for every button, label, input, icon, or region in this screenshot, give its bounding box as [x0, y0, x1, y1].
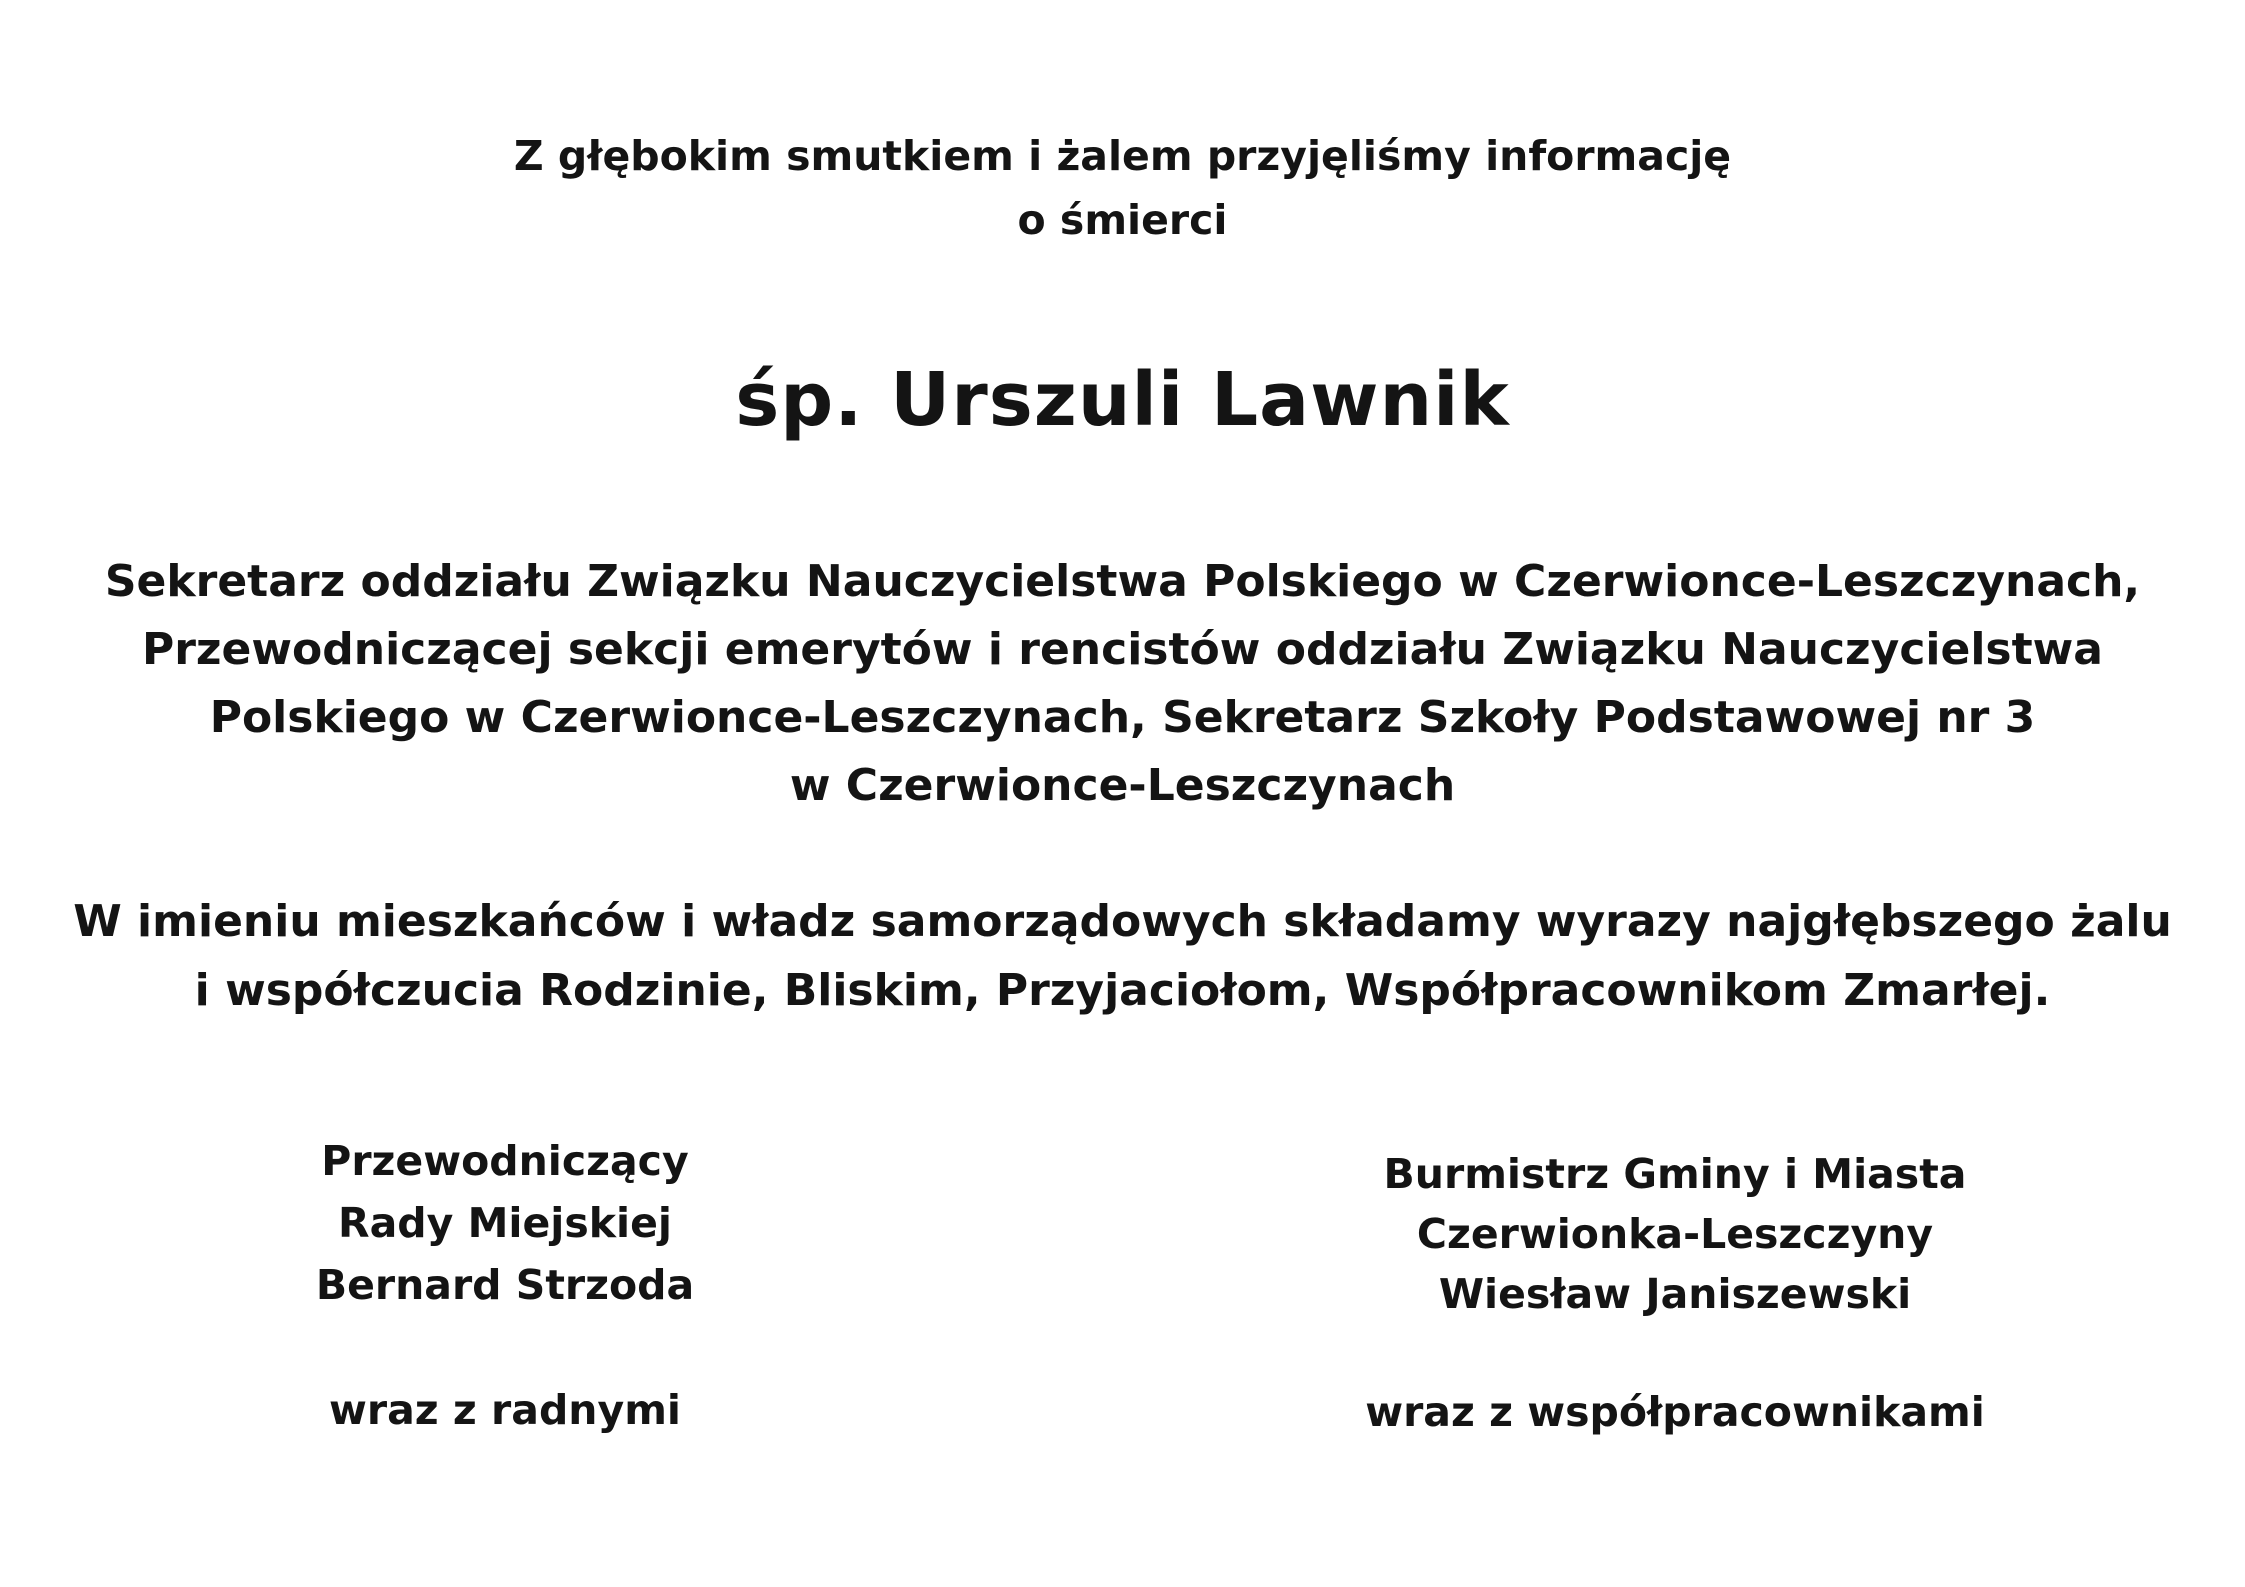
roles-line-2: Przewodniczącej sekcji emerytów i rencistów oddziału Związku Nauczycielstwa	[141, 624, 2103, 675]
roles-line-4: w Czerwionce-Leszczynach	[789, 760, 1456, 811]
condolences-line-2: i współczucia Rodzinie, Bliskim, Przyjaciołom, Współpracownikom Zmarłej.	[194, 965, 2051, 1016]
condolences-line-1: W imieniu mieszkańców i władz samorządowych składamy wyrazy najgłębszego żalu	[73, 896, 2172, 947]
signature-right-title-1: Burmistrz Gminy i Miasta	[1383, 1150, 1967, 1198]
signature-right-with: wraz z współpracownikami	[1365, 1388, 1985, 1436]
roles-line-1: Sekretarz oddziału Związku Nauczycielstwa Polskiego w Czerwionce-Leszczynach,	[104, 556, 2141, 607]
roles-line-3: Polskiego w Czerwionce-Leszczynach, Sekretarz Szkoły Podstawowej nr 3	[209, 692, 2036, 743]
intro-line-1: Z głębokim smutkiem i żalem przyjęliśmy informację	[513, 132, 1732, 180]
signature-left-title-1: Przewodniczący	[321, 1137, 689, 1185]
intro-line-2: o śmierci	[1017, 196, 1228, 244]
signature-left-title-2: Rady Miejskiej	[338, 1199, 672, 1247]
deceased-name: śp. Urszuli Lawnik	[735, 357, 1510, 443]
signature-left-name: Bernard Strzoda	[315, 1261, 695, 1309]
signature-left-with: wraz z radnymi	[329, 1386, 681, 1434]
signature-right-title-2: Czerwionka-Leszczyny	[1416, 1210, 1934, 1258]
signature-right-name: Wiesław Janiszewski	[1438, 1270, 1912, 1318]
